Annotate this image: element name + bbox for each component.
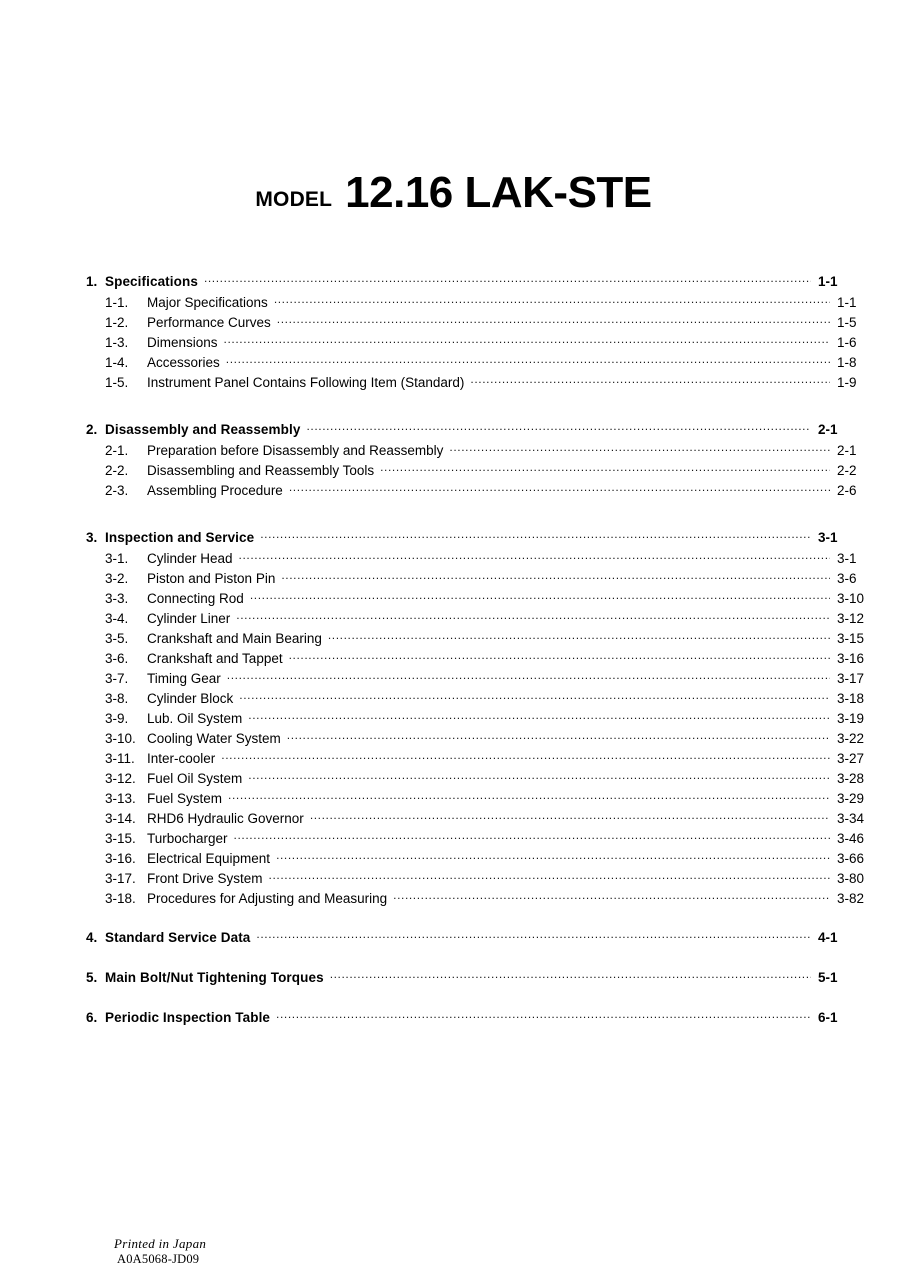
toc-entry-page: 1-1 <box>837 294 857 310</box>
toc-entry-row[interactable] <box>86 293 885 313</box>
toc-entry-label: Lub. Oil System <box>147 710 243 726</box>
toc-entry-number: 3-10. <box>105 730 136 746</box>
toc-entry-number: 2-2. <box>105 462 129 478</box>
toc-entry-row[interactable] <box>86 461 885 481</box>
toc-section-page: 5-1 <box>818 969 838 985</box>
dot-leader <box>239 689 830 703</box>
dot-leader <box>310 809 830 823</box>
toc-entry-number: 3-6. <box>105 650 129 666</box>
toc-entry-label: Procedures for Adjusting and Measuring <box>147 890 388 906</box>
toc-entry-number: 1-3. <box>105 334 129 350</box>
toc-entry-page: 3-15 <box>837 630 865 646</box>
toc-entry-row[interactable] <box>86 769 885 789</box>
toc-entry-row[interactable] <box>86 609 885 629</box>
toc-entry-page: 1-6 <box>837 334 857 350</box>
toc-entry-row[interactable] <box>86 481 885 501</box>
toc-entry-number: 3-1. <box>105 550 129 566</box>
toc-entry-label: Cooling Water System <box>147 730 281 746</box>
toc-entry-page: 2-6 <box>837 482 857 498</box>
toc-entry-page: 2-2 <box>837 462 857 478</box>
toc-entry-page: 3-16 <box>837 650 865 666</box>
toc-entry-row[interactable] <box>86 629 885 649</box>
toc-entry-label: Timing Gear <box>147 670 221 686</box>
dot-leader <box>289 481 830 495</box>
toc-entry-number: 1-1. <box>105 294 129 310</box>
toc-entry-row[interactable] <box>86 313 885 333</box>
dot-leader <box>276 1008 811 1022</box>
toc-entry-label: Cylinder Head <box>147 550 233 566</box>
toc-entry-page: 3-6 <box>837 570 857 586</box>
toc-entry-label: Preparation before Disassembly and Reassembly <box>147 442 444 458</box>
title-model-name: 12.16 LAK-STE <box>345 168 652 217</box>
toc-entry-row[interactable] <box>86 749 885 769</box>
dot-leader <box>239 549 830 563</box>
toc-section-page: 3-1 <box>818 529 838 545</box>
section-spacer <box>86 501 866 528</box>
toc-section-page: 2-1 <box>818 421 838 437</box>
toc-entry-label: Inter-cooler <box>147 750 216 766</box>
toc-entry-label: Front Drive System <box>147 870 263 886</box>
dot-leader <box>227 669 830 683</box>
toc-entry-page: 3-82 <box>837 890 865 906</box>
dot-leader <box>281 569 830 583</box>
toc-entry-row[interactable] <box>86 669 885 689</box>
toc-entry-label: Disassembling and Reassembly Tools <box>147 462 375 478</box>
dot-leader <box>449 441 830 455</box>
toc-entry-number: 3-3. <box>105 590 129 606</box>
toc-entry-page: 3-18 <box>837 690 865 706</box>
toc-entry-number: 2-1. <box>105 442 129 458</box>
toc-entry-number: 3-18. <box>105 890 136 906</box>
toc-section-row[interactable] <box>86 1008 866 1029</box>
toc-entry-number: 1-5. <box>105 374 129 390</box>
table-of-contents <box>86 272 866 1029</box>
footer <box>114 1236 206 1268</box>
toc-section-row[interactable] <box>86 272 866 293</box>
toc-section-row[interactable] <box>86 528 866 549</box>
dot-leader <box>306 420 811 434</box>
toc-section-number: 2. <box>86 421 98 437</box>
toc-entry-row[interactable] <box>86 649 885 669</box>
toc-entry-label: RHD6 Hydraulic Governor <box>147 810 304 826</box>
toc-entry-number: 3-2. <box>105 570 129 586</box>
toc-entry-row[interactable] <box>86 729 885 749</box>
toc-entry-label: Cylinder Liner <box>147 610 231 626</box>
toc-section-label: Inspection and Service <box>105 529 255 545</box>
dot-leader <box>380 461 830 475</box>
toc-entry-number: 3-9. <box>105 710 129 726</box>
toc-entry-label: Turbocharger <box>147 830 228 846</box>
dot-leader <box>204 272 811 286</box>
toc-entry-number: 3-4. <box>105 610 129 626</box>
toc-entry-page: 3-34 <box>837 810 865 826</box>
toc-entry-label: Performance Curves <box>147 314 271 330</box>
dot-leader <box>221 749 830 763</box>
toc-entry-number: 3-17. <box>105 870 136 886</box>
toc-entry-page: 3-66 <box>837 850 865 866</box>
section-spacer <box>86 909 866 928</box>
dot-leader <box>228 789 830 803</box>
toc-entry-row[interactable] <box>86 849 885 869</box>
dot-leader <box>250 589 830 603</box>
toc-entry-page: 3-10 <box>837 590 865 606</box>
toc-entry-page: 1-5 <box>837 314 857 330</box>
dot-leader <box>224 333 830 347</box>
dot-leader <box>328 629 830 643</box>
toc-entry-number: 2-3. <box>105 482 129 498</box>
dot-leader <box>470 373 830 387</box>
dot-leader <box>289 649 830 663</box>
toc-entry-row[interactable] <box>86 333 885 353</box>
toc-section-page: 1-1 <box>818 273 838 289</box>
toc-entry-row[interactable] <box>86 589 885 609</box>
toc-entry-number: 3-8. <box>105 690 129 706</box>
toc-entry-label: Major Specifications <box>147 294 268 310</box>
toc-entry-number: 3-14. <box>105 810 136 826</box>
dot-leader <box>269 869 830 883</box>
toc-section-page: 4-1 <box>818 929 838 945</box>
toc-entry-row[interactable] <box>86 549 885 569</box>
toc-section-label: Specifications <box>105 273 198 289</box>
toc-entry-label: Instrument Panel Contains Following Item (Standard) <box>147 374 465 390</box>
toc-entry-page: 1-8 <box>837 354 857 370</box>
toc-entry-page: 3-46 <box>837 830 865 846</box>
dot-leader <box>260 528 811 542</box>
toc-entry-row[interactable] <box>86 709 885 729</box>
toc-section-number: 4. <box>86 929 98 945</box>
toc-section-row[interactable] <box>86 968 866 989</box>
toc-section-row[interactable] <box>86 420 866 441</box>
toc-entry-label: Fuel System <box>147 790 223 806</box>
dot-leader <box>248 709 830 723</box>
toc-entry-page: 3-29 <box>837 790 865 806</box>
toc-entry-number: 3-12. <box>105 770 136 786</box>
toc-entry-label: Electrical Equipment <box>147 850 271 866</box>
dot-leader <box>234 829 830 843</box>
toc-section-number: 3. <box>86 529 98 545</box>
toc-entry-page: 3-19 <box>837 710 865 726</box>
toc-entry-page: 3-22 <box>837 730 865 746</box>
toc-entry-label: Piston and Piston Pin <box>147 570 276 586</box>
toc-section-label: Main Bolt/Nut Tightening Torques <box>105 969 324 985</box>
toc-section-page: 6-1 <box>818 1009 838 1025</box>
toc-entry-page: 2-1 <box>837 442 857 458</box>
dot-leader <box>248 769 830 783</box>
dot-leader <box>277 313 830 327</box>
toc-entry-number: 1-2. <box>105 314 129 330</box>
toc-entry-row[interactable] <box>86 373 885 393</box>
toc-entry-row[interactable] <box>86 353 885 373</box>
toc-section-number: 1. <box>86 273 98 289</box>
toc-entry-number: 3-11. <box>105 750 135 766</box>
toc-entry-row[interactable] <box>86 569 885 589</box>
toc-entry-label: Connecting Rod <box>147 590 244 606</box>
toc-section-label: Standard Service Data <box>105 929 251 945</box>
dot-leader <box>274 293 830 307</box>
toc-entry-row[interactable] <box>86 829 885 849</box>
toc-section-label: Disassembly and Reassembly <box>105 421 301 437</box>
toc-entry-number: 3-13. <box>105 790 136 806</box>
toc-entry-row[interactable] <box>86 689 885 709</box>
toc-entry-label: Crankshaft and Tappet <box>147 650 283 666</box>
footer-printed-in: Printed in Japan <box>114 1236 207 1251</box>
dot-leader <box>256 928 811 942</box>
toc-entry-page: 3-17 <box>837 670 865 686</box>
toc-entry-number: 1-4. <box>105 354 129 370</box>
dot-leader <box>276 849 830 863</box>
toc-entry-page: 3-80 <box>837 870 865 886</box>
toc-entry-label: Accessories <box>147 354 220 370</box>
toc-entry-label: Dimensions <box>147 334 218 350</box>
toc-section-number: 5. <box>86 969 98 985</box>
section-spacer <box>86 949 866 968</box>
toc-entry-row[interactable] <box>86 809 885 829</box>
page-title <box>0 168 907 218</box>
section-spacer <box>86 393 866 420</box>
toc-entry-number: 3-7. <box>105 670 129 686</box>
toc-entry-number: 3-16. <box>105 850 136 866</box>
dot-leader <box>393 889 830 903</box>
footer-document-code: A0A5068-JD09 <box>117 1252 200 1267</box>
toc-entry-label: Fuel Oil System <box>147 770 243 786</box>
toc-entry-page: 3-27 <box>837 750 865 766</box>
toc-entry-page: 3-1 <box>837 550 857 566</box>
toc-section-number: 6. <box>86 1009 98 1025</box>
dot-leader <box>330 968 811 982</box>
toc-entry-label: Crankshaft and Main Bearing <box>147 630 322 646</box>
title-model-prefix: MODEL <box>255 188 333 211</box>
toc-section-label: Periodic Inspection Table <box>105 1009 271 1025</box>
toc-entry-label: Cylinder Block <box>147 690 234 706</box>
toc-entry-number: 3-5. <box>105 630 129 646</box>
toc-entry-number: 3-15. <box>105 830 136 846</box>
toc-entry-page: 1-9 <box>837 374 857 390</box>
toc-entry-page: 3-12 <box>837 610 865 626</box>
toc-entry-row[interactable] <box>86 869 885 889</box>
toc-entry-row[interactable] <box>86 789 885 809</box>
toc-entry-label: Assembling Procedure <box>147 482 283 498</box>
dot-leader <box>236 609 830 623</box>
toc-entry-page: 3-28 <box>837 770 865 786</box>
dot-leader <box>226 353 830 367</box>
toc-entry-row[interactable] <box>86 441 885 461</box>
toc-entry-row[interactable] <box>86 889 885 909</box>
toc-section-row[interactable] <box>86 928 866 949</box>
dot-leader <box>287 729 830 743</box>
section-spacer <box>86 989 866 1008</box>
